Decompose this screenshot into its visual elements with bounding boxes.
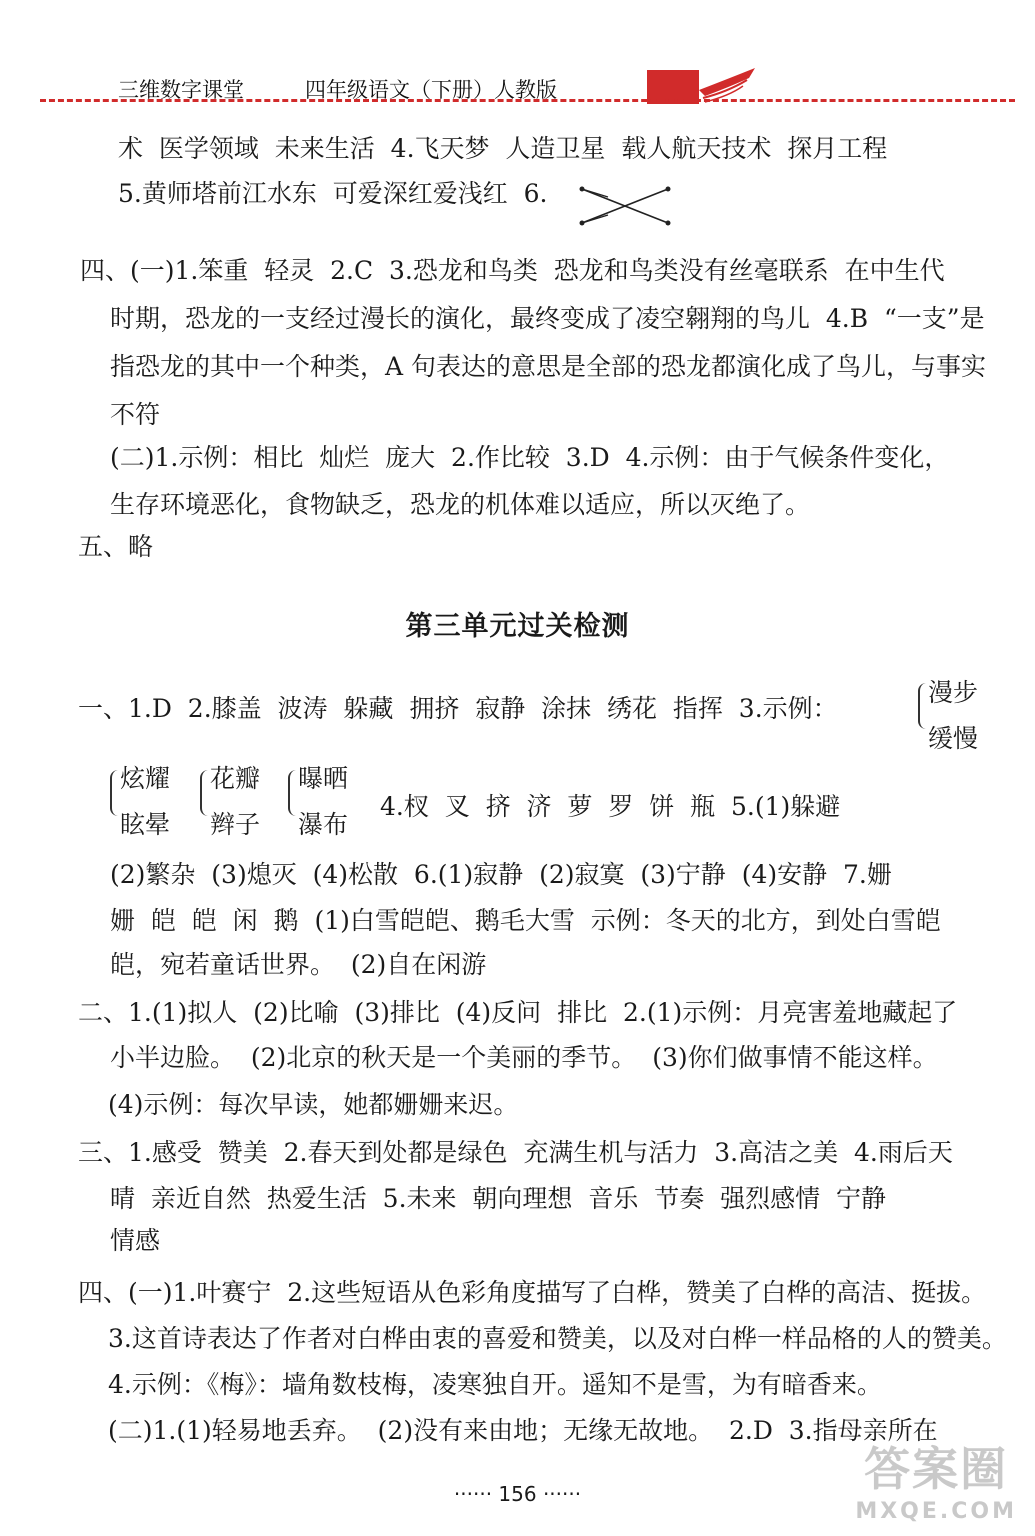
answer-line: 指恐龙的其中一个种类，A 句表达的意思是全部的恐龙都演化成了鸟儿，与事实 — [110, 352, 987, 381]
series-name: 三维数字课堂 — [118, 78, 244, 102]
answer-line: 皑，宛若童话世界。 (2)自在闲游 — [110, 950, 487, 979]
answer-line: 四、(一)1.叶赛宁 2.这些短语从色彩角度描写了白桦，赞美了白桦的高洁、挺拔。 — [78, 1278, 987, 1307]
answer-line: 三、1.感受 赞美 2.春天到处都是绿色 充满生机与活力 3.高洁之美 4.雨后天 — [78, 1138, 953, 1167]
answer-line: 小半边脸。 (2)北京的秋天是一个美丽的季节。 (3)你们做事情不能这样。 — [110, 1043, 938, 1072]
watermark-url: MXQE.COM — [855, 1499, 1017, 1524]
brace — [110, 770, 120, 816]
brace-item: 缓慢 — [928, 724, 979, 753]
page-header — [0, 62, 1035, 112]
answer-line: 4.示例：《梅》：墙角数枝梅，凌寒独自开。遥知不是雪，为有暗香来。 — [108, 1370, 882, 1399]
watermark — [855, 1433, 1017, 1524]
matching-lines-diagram — [578, 183, 673, 231]
brace-item: 炫耀 — [120, 764, 171, 793]
answer-line: 术 医学领域 未来生活 4.飞天梦 人造卫星 载人航天技术 探月工程 — [118, 134, 888, 163]
brace — [918, 683, 928, 729]
answer-line: 生存环境恶化，食物缺乏，恐龙的机体难以适应，所以灭绝了。 — [110, 490, 811, 519]
answer-line: (二)1.(1)轻易地丢弃。 (2)没有来由地；无缘无故地。 2.D 3.指母亲所在 — [108, 1416, 938, 1445]
answer-line: 时期，恐龙的一支经过漫长的演化，最终变成了凌空翱翔的鸟儿 4.B “一支”是 — [110, 304, 985, 333]
answer-line: (二)1.示例：相比 灿烂 庞大 2.作比较 3.D 4.示例：由于气候条件变化， — [110, 443, 950, 472]
answer-line: 二、1.(1)拟人 (2)比喻 (3)排比 (4)反问 排比 2.(1)示例：月亮害羞地藏起了 — [78, 998, 958, 1027]
brace-item: 花瓣 — [210, 764, 261, 793]
answer-line: 不符 — [110, 400, 161, 429]
answer-line: 四、(一)1.笨重 轻灵 2.C 3.恐龙和鸟类 恐龙和鸟类没有丝毫联系 在中生代 — [80, 256, 945, 285]
brace — [200, 770, 210, 816]
brace-item: 瀑布 — [298, 810, 349, 839]
brace — [288, 770, 298, 816]
answer-line: (2)繁杂 (3)熄灭 (4)松散 6.(1)寂静 (2)寂寞 (3)宁静 (4)安静 7.姗 — [110, 860, 892, 889]
page-number: ······ 156 ······ — [453, 1482, 582, 1506]
brace-item: 眩晕 — [120, 810, 171, 839]
answer-line: 姗 皑 皑 闲 鹅 (1)白雪皑皑、鹅毛大雪 示例：冬天的北方，到处白雪皑 — [110, 906, 941, 935]
brace-item: 漫步 — [928, 678, 979, 707]
watermark-logo: 答案圈 — [864, 1442, 1009, 1496]
answer-line: 晴 亲近自然 热爱生活 5.未来 朝向理想 音乐 节奏 强烈感情 宁静 — [110, 1184, 887, 1213]
brace-item: 曝晒 — [298, 764, 349, 793]
rocket-logo-icon — [645, 62, 765, 110]
answer-line: 情感 — [110, 1226, 161, 1255]
brace-item: 辫子 — [210, 810, 261, 839]
book-title: 四年级语文（下册）人教版 — [305, 78, 557, 102]
answer-line: 4.杈 叉 挤 济 萝 罗 饼 瓶 5.(1)躲避 — [380, 792, 841, 821]
header-divider — [40, 99, 1015, 102]
answer-line: (4)示例：每次早读，她都姗姗来迟。 — [108, 1090, 519, 1119]
answer-line: 一、1.D 2.膝盖 波涛 躲藏 拥挤 寂静 涂抹 绣花 指挥 3.示例： — [78, 694, 838, 723]
answer-line: 5.黄师塔前江水东 可爱深红爱浅红 6. — [118, 179, 548, 208]
answer-line: 五、略 — [78, 532, 154, 561]
answer-line: 3.这首诗表达了作者对白桦由衷的喜爱和赞美，以及对白桦一样品格的人的赞美。 — [108, 1324, 1007, 1353]
section-title: 第三单元过关检测 — [405, 611, 630, 642]
